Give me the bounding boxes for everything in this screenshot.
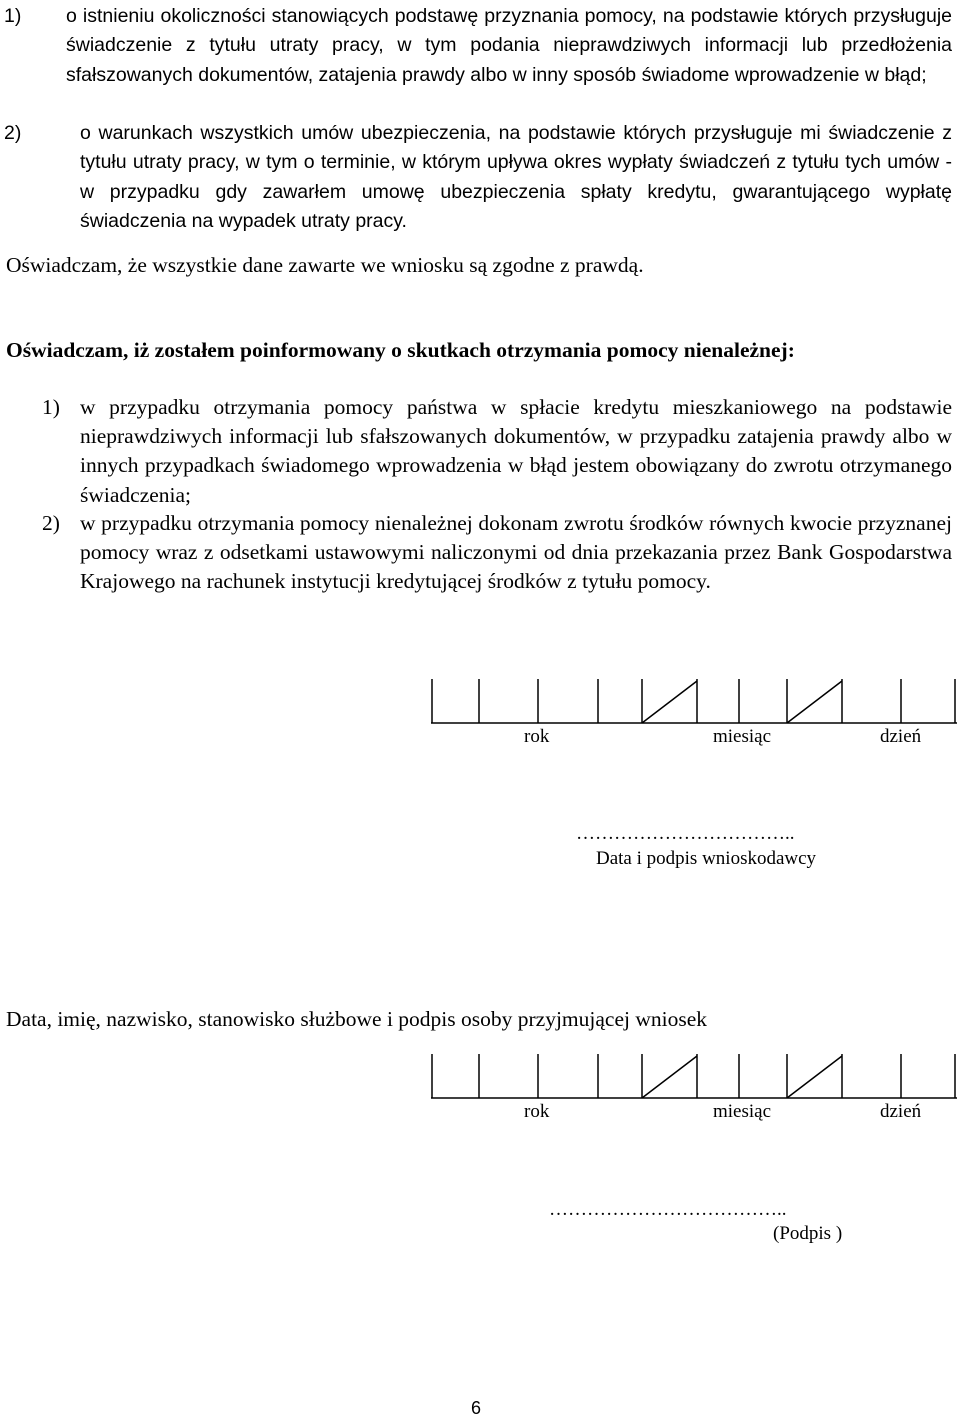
date-input-boxes[interactable] [431, 1054, 957, 1100]
signature-caption: (Podpis ) [773, 1223, 843, 1244]
list-item-text: o istnieniu okoliczności stanowiących podstawę przyznania pomocy, na podstawie których przysługuje świadczenie z tytułu utraty pracy, w tym podania nieprawdziwych informacji lub przedłożenia sfałszowanych dokumentów, zatajenia prawdy albo w inny sposób świadome wprowadzenie w błąd; [66, 5, 952, 86]
list-item [0, 393, 952, 513]
day-label: dzień [880, 1101, 922, 1122]
year-label: rok [524, 726, 550, 747]
date-boxes-drawing [431, 1054, 957, 1100]
month-label: miesiąc [713, 726, 772, 747]
list-item-text: w przypadku otrzymania pomocy państwa w spłacie kredytu mieszkaniowego na podstawie nieprawdziwych informacji lub sfałszowanych dokumentów, w przypadku zatajenia prawdy albo w innych przypadkach świadomego wprowadzenia w błąd jestem obowiązany do zwrotu otrzymanego świadczenia; [80, 395, 952, 507]
month-label: miesiąc [713, 1101, 772, 1122]
list-item [0, 2, 952, 122]
page-number: 6 [471, 1398, 482, 1418]
list-item-number: 2) [4, 122, 22, 144]
list-item-text: w przypadku otrzymania pomocy nienależnej dokonam zwrotu środków równych kwocie przyznanej pomocy wraz z odsetkami ustawowymi naliczonymi od dnia przekazania przez Bank Gospodarstwa Krajowego na rachunek instytucji kredytującej środków z tytułu pomocy. [80, 511, 952, 594]
declaration-truth: Oświadczam, że wszystkie dane zawarte we wniosku są zgodne z prawdą. [6, 253, 644, 277]
list-item-number: 1) [42, 395, 60, 419]
year-label: rok [524, 1101, 550, 1122]
list-item-number: 2) [42, 511, 60, 535]
list-item-text: o warunkach wszystkich umów ubezpieczenia, na podstawie których przysługuje mi świadczenie z tytułu utraty pracy, w tym o terminie, w którym upływa okres wypłaty świadczeń z tytułu tych umów - w przypadku gdy zawarłem umowę ubezpieczenia spłaty kredytu, gwarantującego wypłatę świadczenia na wypadek utraty pracy. [80, 122, 952, 233]
date-boxes-drawing [431, 679, 957, 725]
signature-line[interactable]: …………………………….. [576, 823, 795, 844]
list-item-number: 1) [4, 5, 22, 27]
list-item [0, 119, 952, 239]
date-input-boxes[interactable] [431, 679, 957, 725]
date-labels [0, 1101, 960, 1127]
list-item [0, 509, 952, 629]
day-label: dzień [880, 726, 922, 747]
signature-caption: Data i podpis wnioskodawcy [596, 848, 817, 869]
signature-line[interactable]: ……………………………….. [549, 1199, 787, 1220]
receiver-label: Data, imię, nazwisko, stanowisko służbowe i podpis osoby przyjmującej wniosek [6, 1007, 708, 1031]
date-labels [0, 726, 960, 752]
section-heading: Oświadczam, iż zostałem poinformowany o skutkach otrzymania pomocy nienależnej: [6, 338, 795, 362]
